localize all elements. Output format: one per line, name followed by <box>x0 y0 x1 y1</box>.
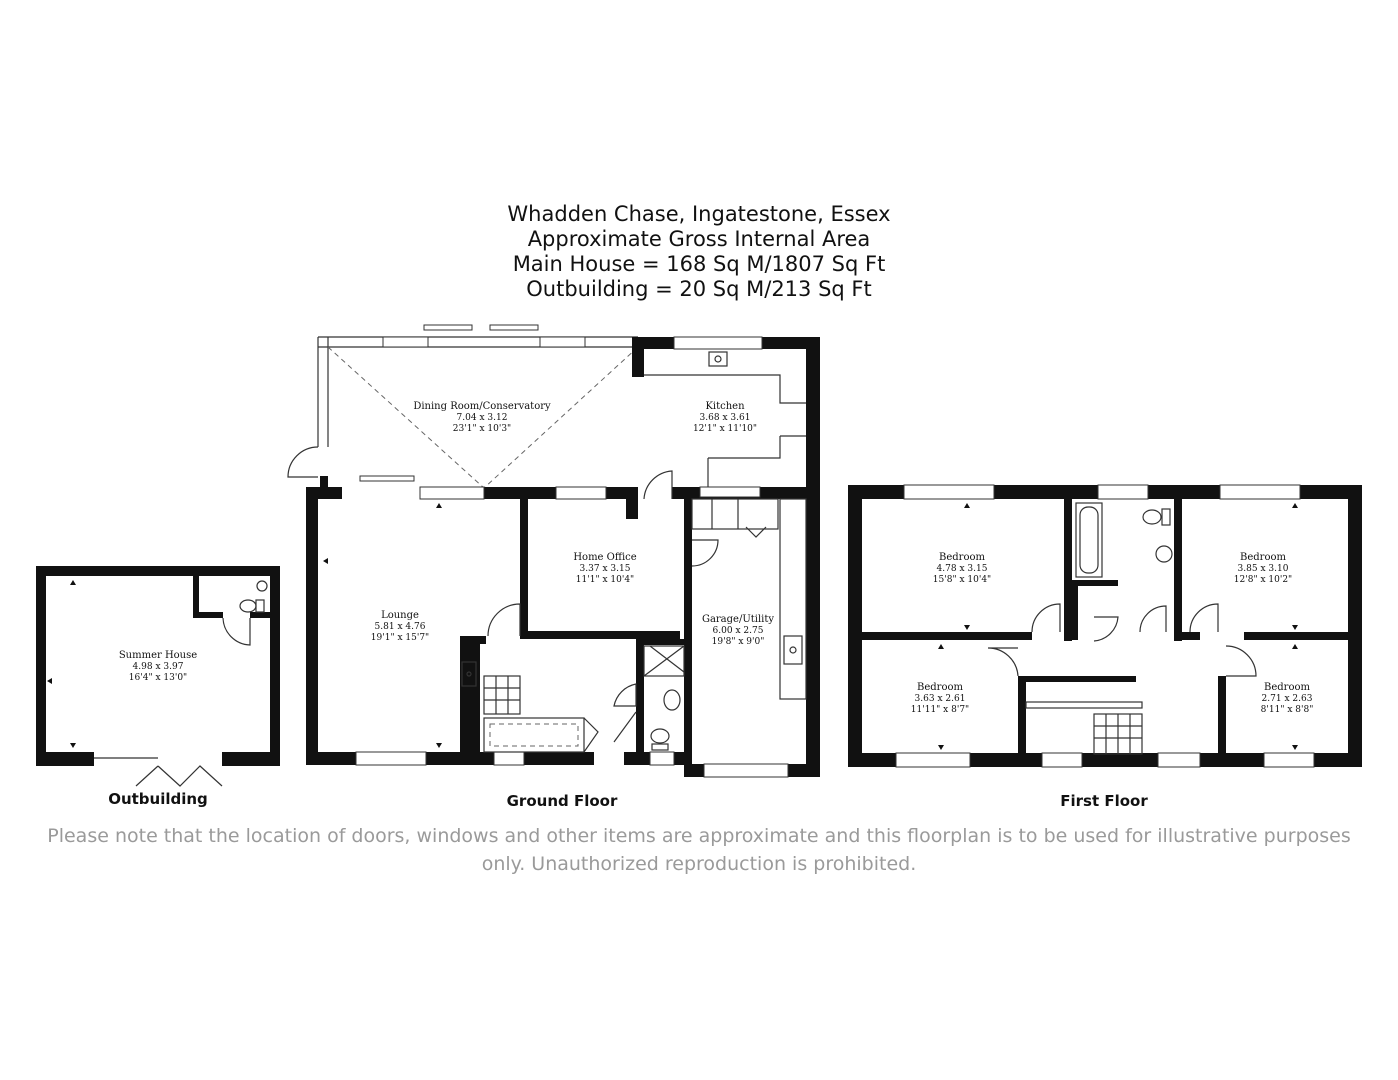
disclaimer-note: Please note that the location of doors, windows and other items are approximate and this floorplan is to be used for illustrative purposes only. Unauthorized reproduction is prohibited. <box>47 825 1351 875</box>
room-name: Bedroom <box>1264 682 1310 693</box>
room-bedroom-1 <box>933 552 991 585</box>
room-name: Bedroom <box>917 682 963 693</box>
room-imperial: 12'8" x 10'2" <box>1233 575 1293 585</box>
room-bedroom-2 <box>1234 552 1292 585</box>
room-kitchen <box>693 401 757 434</box>
room-lounge <box>371 610 429 643</box>
room-name: Home Office <box>573 552 637 563</box>
room-metric: 5.81 x 4.76 <box>374 622 426 632</box>
room-metric: 4.78 x 3.15 <box>936 564 988 574</box>
title-address: Whadden Chase, Ingatestone, Essex <box>507 202 891 226</box>
room-metric: 6.00 x 2.75 <box>712 626 764 636</box>
room-bedroom-4 <box>1261 682 1314 715</box>
room-metric: 7.04 x 3.12 <box>456 413 508 423</box>
room-imperial: 12'1" x 11'10" <box>692 424 758 434</box>
room-imperial: 16'4" x 13'0" <box>128 673 188 683</box>
room-metric: 3.63 x 2.61 <box>914 694 966 704</box>
room-imperial: 19'8" x 9'0" <box>711 637 765 647</box>
room-name: Bedroom <box>939 552 985 563</box>
room-name: Kitchen <box>705 401 745 412</box>
room-imperial: 8'11" x 8'8" <box>1260 705 1314 715</box>
room-name: Garage/Utility <box>701 614 775 625</box>
room-metric: 2.71 x 2.63 <box>1261 694 1313 704</box>
room-metric: 4.98 x 3.97 <box>132 662 184 672</box>
title-outbuilding-area: Outbuilding = 20 Sq M/213 Sq Ft <box>526 277 872 301</box>
room-metric: 3.68 x 3.61 <box>699 413 751 423</box>
ground-floor-plan <box>288 325 820 777</box>
room-summer-house <box>119 650 197 683</box>
room-imperial: 15'8" x 10'4" <box>932 575 992 585</box>
room-imperial: 23'1" x 10'3" <box>452 424 512 434</box>
room-name: Dining Room/Conservatory <box>413 401 551 412</box>
measurement-markers <box>47 503 1298 750</box>
room-imperial: 11'1" x 10'4" <box>575 575 635 585</box>
room-metric: 3.85 x 3.10 <box>1237 564 1289 574</box>
first-floor-plan <box>848 485 1362 767</box>
room-name: Lounge <box>381 610 419 621</box>
title-main-house-area: Main House = 168 Sq M/1807 Sq Ft <box>512 252 886 276</box>
title-area-heading: Approximate Gross Internal Area <box>527 227 871 251</box>
room-imperial: 19'1" x 15'7" <box>370 633 430 643</box>
room-metric: 3.37 x 3.15 <box>579 564 631 574</box>
room-garage-utility <box>702 614 774 647</box>
room-name: Summer House <box>118 650 198 661</box>
room-dining-conservatory <box>413 401 551 434</box>
room-bedroom-3 <box>911 682 969 715</box>
room-name: Bedroom <box>1240 552 1286 563</box>
floor-label-first: First Floor <box>1060 792 1148 810</box>
floor-label-outbuilding: Outbuilding <box>108 790 208 808</box>
room-home-office <box>573 552 636 585</box>
room-imperial: 11'11" x 8'7" <box>910 705 970 715</box>
floor-label-ground: Ground Floor <box>506 792 618 810</box>
